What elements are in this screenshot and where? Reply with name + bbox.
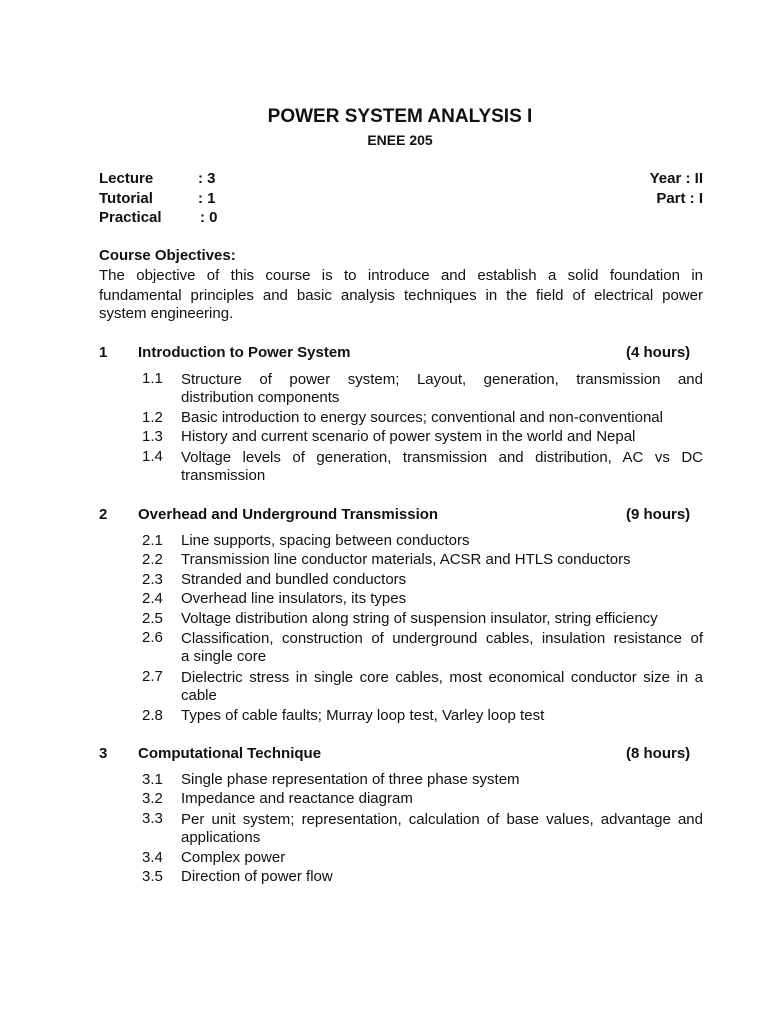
item-text: Types of cable faults; Murray loop test, Varley loop test <box>181 706 545 724</box>
item-text: Structure of power system; Layout, generation, transmission and <box>181 371 703 388</box>
item-text: Basic introduction to energy sources; conventional and non-conventional <box>181 408 663 426</box>
item-text: History and current scenario of power system in the world and Nepal <box>181 428 636 446</box>
part-label: Part : I <box>656 190 703 207</box>
item-text-continued: transmission <box>181 467 266 484</box>
tutorial-label: Tutorial <box>99 190 153 207</box>
section-title: Introduction to Power System <box>138 344 351 361</box>
objectives-line-2: fundamental principles and basic analysis techniques in the field of electrical power <box>99 287 703 304</box>
item-number: 3.5 <box>142 868 163 885</box>
item-text: Line supports, spacing between conductors <box>181 532 470 549</box>
item-number: 1.3 <box>142 428 163 446</box>
item-text: Stranded and bundled conductors <box>181 570 407 588</box>
item-number: 1.2 <box>142 408 163 426</box>
course-code: ENEE 205 <box>367 132 433 148</box>
item-number: 1.4 <box>142 447 163 465</box>
course-title: POWER SYSTEM ANALYSIS I <box>267 106 533 127</box>
item-number: 2.2 <box>142 551 163 569</box>
section-number: 3 <box>99 745 108 762</box>
section-title: Computational Technique <box>138 745 322 762</box>
item-text-continued: distribution components <box>181 389 340 407</box>
objectives-line-1: The objective of this course is to introduce and establish a solid foundation in <box>99 267 703 284</box>
item-number: 1.1 <box>142 370 163 387</box>
item-number: 2.4 <box>142 590 163 608</box>
item-text: Transmission line conductor materials, ACSR and HTLS conductors <box>181 551 631 569</box>
section-title: Overhead and Underground Transmission <box>138 506 439 523</box>
item-text: Direction of power flow <box>181 868 333 885</box>
item-text: Complex power <box>181 848 286 866</box>
item-text-continued: cable <box>181 687 217 705</box>
item-text: Voltage distribution along string of suspension insulator, string efficiency <box>181 609 658 627</box>
item-number: 2.3 <box>142 570 163 588</box>
item-text-continued: a single core <box>181 648 267 666</box>
lecture-label: Lecture <box>99 170 154 187</box>
item-number: 3.4 <box>142 848 163 866</box>
item-text: Impedance and reactance diagram <box>181 790 413 808</box>
objectives-heading: Course Objectives: <box>99 247 236 264</box>
item-number: 2.1 <box>142 532 163 549</box>
item-text: Single phase representation of three phase system <box>181 771 520 788</box>
objectives-line-3: system engineering. <box>99 305 234 322</box>
item-number: 3.1 <box>142 771 163 788</box>
item-number: 2.5 <box>142 609 163 627</box>
lecture-value: : 3 <box>198 170 216 187</box>
section-hours: (9 hours) <box>626 506 691 523</box>
tutorial-value: : 1 <box>198 190 216 207</box>
item-number: 2.6 <box>142 629 163 646</box>
section-hours: (4 hours) <box>626 344 691 361</box>
item-text: Dielectric stress in single core cables, most economical conductor size in a <box>181 668 703 686</box>
item-number: 2.8 <box>142 706 163 724</box>
section-number: 2 <box>99 506 108 523</box>
item-number: 3.2 <box>142 790 163 808</box>
item-text-continued: applications <box>181 829 261 847</box>
section-hours: (8 hours) <box>626 745 691 762</box>
item-text: Overhead line insulators, its types <box>181 590 407 608</box>
practical-label: Practical <box>99 209 162 226</box>
practical-value: : 0 <box>200 209 218 226</box>
item-text: Voltage levels of generation, transmission and distribution, AC vs DC <box>181 448 703 466</box>
year-label: Year : II <box>649 170 703 187</box>
item-number: 3.3 <box>142 809 163 827</box>
item-number: 2.7 <box>142 667 163 685</box>
section-number: 1 <box>99 344 108 361</box>
item-text: Classification, construction of underground cables, insulation resistance of <box>181 630 703 647</box>
item-text: Per unit system; representation, calculation of base values, advantage and <box>181 810 703 828</box>
